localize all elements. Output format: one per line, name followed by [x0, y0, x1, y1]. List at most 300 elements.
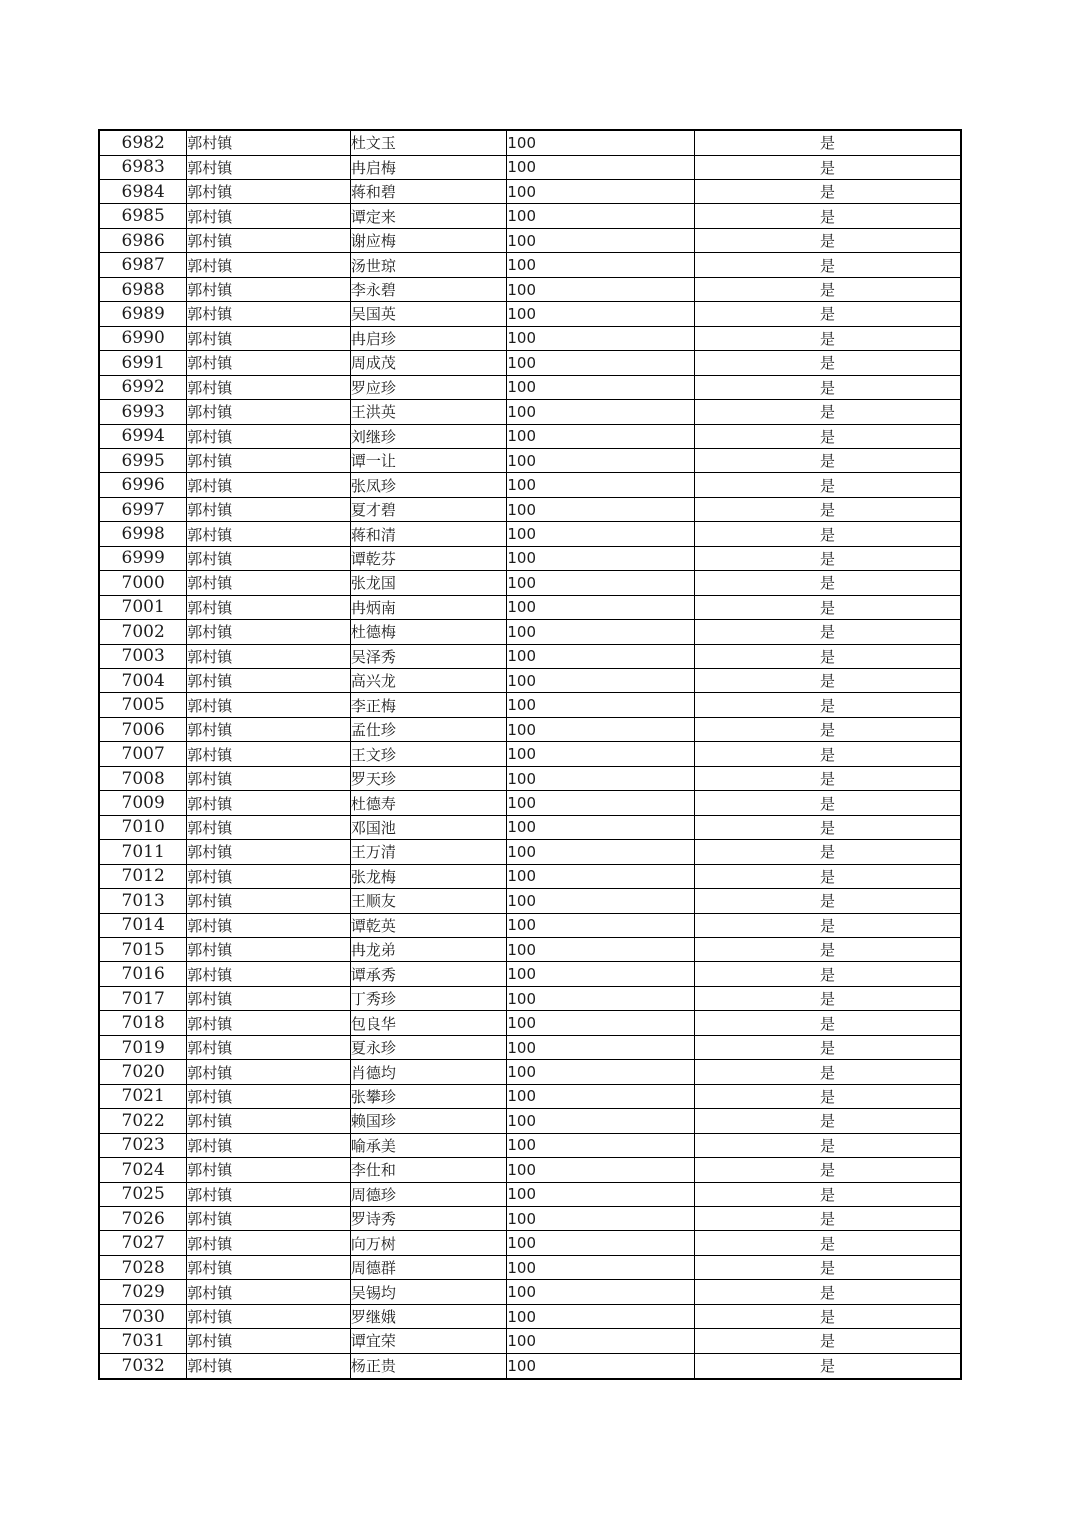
- cell-town-name: 郭村镇: [187, 1060, 351, 1084]
- cell-town-name: 郭村镇: [187, 1084, 351, 1108]
- cell-score: 100: [507, 595, 695, 619]
- cell-score: 100: [507, 424, 695, 448]
- table-row: [99, 1207, 961, 1231]
- cell-sequence-number: 6989: [99, 302, 187, 326]
- cell-town-name: 郭村镇: [187, 253, 351, 277]
- cell-town-name: 郭村镇: [187, 1158, 351, 1182]
- table-row: [99, 1231, 961, 1255]
- cell-confirmation: 是: [695, 693, 961, 717]
- cell-sequence-number: 7008: [99, 766, 187, 790]
- cell-score: 100: [507, 351, 695, 375]
- cell-score: 100: [507, 864, 695, 888]
- table-row: [99, 1329, 961, 1353]
- cell-person-name: 谭定来: [350, 204, 507, 228]
- cell-town-name: 郭村镇: [187, 889, 351, 913]
- cell-score: 100: [507, 1353, 695, 1379]
- cell-sequence-number: 7021: [99, 1084, 187, 1108]
- table-row: [99, 693, 961, 717]
- cell-town-name: 郭村镇: [187, 448, 351, 472]
- cell-town-name: 郭村镇: [187, 571, 351, 595]
- cell-person-name: 冉启梅: [350, 155, 507, 179]
- cell-sequence-number: 7010: [99, 815, 187, 839]
- cell-sequence-number: 7020: [99, 1060, 187, 1084]
- table-row: [99, 815, 961, 839]
- cell-score: 100: [507, 1231, 695, 1255]
- cell-score: 100: [507, 620, 695, 644]
- cell-person-name: 周德珍: [350, 1182, 507, 1206]
- cell-person-name: 蒋和清: [350, 522, 507, 546]
- cell-town-name: 郭村镇: [187, 1035, 351, 1059]
- cell-score: 100: [507, 546, 695, 570]
- cell-town-name: 郭村镇: [187, 669, 351, 693]
- cell-person-name: 谭宜荣: [350, 1329, 507, 1353]
- cell-sequence-number: 6995: [99, 448, 187, 472]
- cell-confirmation: 是: [695, 253, 961, 277]
- cell-person-name: 夏永珍: [350, 1035, 507, 1059]
- cell-confirmation: 是: [695, 473, 961, 497]
- cell-confirmation: 是: [695, 986, 961, 1010]
- table-row: [99, 669, 961, 693]
- cell-town-name: 郭村镇: [187, 742, 351, 766]
- cell-confirmation: 是: [695, 546, 961, 570]
- cell-score: 100: [507, 326, 695, 350]
- cell-confirmation: 是: [695, 326, 961, 350]
- cell-town-name: 郭村镇: [187, 791, 351, 815]
- table-row: [99, 644, 961, 668]
- table-row: [99, 717, 961, 741]
- cell-sequence-number: 7004: [99, 669, 187, 693]
- cell-town-name: 郭村镇: [187, 179, 351, 203]
- cell-person-name: 孟仕珍: [350, 717, 507, 741]
- cell-score: 100: [507, 962, 695, 986]
- cell-confirmation: 是: [695, 644, 961, 668]
- cell-person-name: 李永碧: [350, 277, 507, 301]
- cell-sequence-number: 6984: [99, 179, 187, 203]
- cell-town-name: 郭村镇: [187, 1109, 351, 1133]
- cell-sequence-number: 6985: [99, 204, 187, 228]
- cell-town-name: 郭村镇: [187, 815, 351, 839]
- table-row: [99, 766, 961, 790]
- cell-confirmation: 是: [695, 277, 961, 301]
- cell-score: 100: [507, 1207, 695, 1231]
- cell-score: 100: [507, 791, 695, 815]
- cell-person-name: 夏才碧: [350, 497, 507, 521]
- table-row: [99, 473, 961, 497]
- cell-town-name: 郭村镇: [187, 1133, 351, 1157]
- table-row: [99, 351, 961, 375]
- cell-sequence-number: 7003: [99, 644, 187, 668]
- cell-score: 100: [507, 1182, 695, 1206]
- cell-person-name: 罗天珍: [350, 766, 507, 790]
- cell-town-name: 郭村镇: [187, 1329, 351, 1353]
- cell-person-name: 谭一让: [350, 448, 507, 472]
- cell-person-name: 蒋和碧: [350, 179, 507, 203]
- cell-sequence-number: 7014: [99, 913, 187, 937]
- cell-town-name: 郭村镇: [187, 913, 351, 937]
- cell-town-name: 郭村镇: [187, 840, 351, 864]
- cell-town-name: 郭村镇: [187, 326, 351, 350]
- cell-score: 100: [507, 571, 695, 595]
- table-row: [99, 1133, 961, 1157]
- cell-score: 100: [507, 1133, 695, 1157]
- cell-confirmation: 是: [695, 595, 961, 619]
- cell-person-name: 王洪英: [350, 400, 507, 424]
- cell-person-name: 杜文玉: [350, 130, 507, 155]
- cell-person-name: 高兴龙: [350, 669, 507, 693]
- cell-confirmation: 是: [695, 400, 961, 424]
- cell-town-name: 郭村镇: [187, 400, 351, 424]
- cell-person-name: 李仕和: [350, 1158, 507, 1182]
- cell-town-name: 郭村镇: [187, 155, 351, 179]
- table-row: [99, 400, 961, 424]
- cell-town-name: 郭村镇: [187, 424, 351, 448]
- cell-person-name: 冉龙弟: [350, 938, 507, 962]
- cell-sequence-number: 7016: [99, 962, 187, 986]
- cell-sequence-number: 7013: [99, 889, 187, 913]
- table-row: [99, 1109, 961, 1133]
- cell-town-name: 郭村镇: [187, 1207, 351, 1231]
- cell-town-name: 郭村镇: [187, 351, 351, 375]
- cell-person-name: 罗应珍: [350, 375, 507, 399]
- cell-sequence-number: 6994: [99, 424, 187, 448]
- cell-sequence-number: 7030: [99, 1304, 187, 1328]
- table-row: [99, 546, 961, 570]
- cell-sequence-number: 7001: [99, 595, 187, 619]
- table-row: [99, 448, 961, 472]
- cell-town-name: 郭村镇: [187, 375, 351, 399]
- cell-confirmation: 是: [695, 448, 961, 472]
- cell-sequence-number: 7027: [99, 1231, 187, 1255]
- cell-town-name: 郭村镇: [187, 864, 351, 888]
- cell-sequence-number: 7011: [99, 840, 187, 864]
- cell-score: 100: [507, 840, 695, 864]
- roster-table: [98, 129, 962, 1380]
- cell-person-name: 向万树: [350, 1231, 507, 1255]
- cell-sequence-number: 6988: [99, 277, 187, 301]
- cell-score: 100: [507, 302, 695, 326]
- cell-town-name: 郭村镇: [187, 620, 351, 644]
- cell-score: 100: [507, 179, 695, 203]
- cell-sequence-number: 6990: [99, 326, 187, 350]
- table-body: [99, 130, 961, 1379]
- table-row: [99, 864, 961, 888]
- cell-score: 100: [507, 253, 695, 277]
- cell-confirmation: 是: [695, 913, 961, 937]
- cell-score: 100: [507, 693, 695, 717]
- cell-confirmation: 是: [695, 864, 961, 888]
- table-row: [99, 155, 961, 179]
- cell-person-name: 杜德梅: [350, 620, 507, 644]
- cell-score: 100: [507, 375, 695, 399]
- cell-sequence-number: 6991: [99, 351, 187, 375]
- cell-confirmation: 是: [695, 1255, 961, 1279]
- cell-score: 100: [507, 644, 695, 668]
- cell-town-name: 郭村镇: [187, 204, 351, 228]
- cell-town-name: 郭村镇: [187, 228, 351, 252]
- cell-town-name: 郭村镇: [187, 644, 351, 668]
- cell-sequence-number: 7005: [99, 693, 187, 717]
- cell-person-name: 吴锡均: [350, 1280, 507, 1304]
- cell-town-name: 郭村镇: [187, 986, 351, 1010]
- table-row: [99, 277, 961, 301]
- cell-score: 100: [507, 473, 695, 497]
- cell-town-name: 郭村镇: [187, 595, 351, 619]
- cell-person-name: 杨正贵: [350, 1353, 507, 1379]
- cell-person-name: 王万清: [350, 840, 507, 864]
- cell-person-name: 谢应梅: [350, 228, 507, 252]
- cell-confirmation: 是: [695, 155, 961, 179]
- cell-person-name: 张龙梅: [350, 864, 507, 888]
- table-row: [99, 1011, 961, 1035]
- table-row: [99, 497, 961, 521]
- cell-person-name: 谭乾芬: [350, 546, 507, 570]
- cell-town-name: 郭村镇: [187, 1255, 351, 1279]
- cell-person-name: 喻承美: [350, 1133, 507, 1157]
- cell-confirmation: 是: [695, 620, 961, 644]
- cell-confirmation: 是: [695, 497, 961, 521]
- cell-sequence-number: 7026: [99, 1207, 187, 1231]
- table-row: [99, 742, 961, 766]
- cell-person-name: 罗诗秀: [350, 1207, 507, 1231]
- cell-person-name: 张攀珍: [350, 1084, 507, 1108]
- cell-confirmation: 是: [695, 1231, 961, 1255]
- cell-person-name: 冉炳南: [350, 595, 507, 619]
- table-row: [99, 791, 961, 815]
- cell-score: 100: [507, 130, 695, 155]
- cell-town-name: 郭村镇: [187, 473, 351, 497]
- cell-confirmation: 是: [695, 204, 961, 228]
- table-row: [99, 1304, 961, 1328]
- cell-confirmation: 是: [695, 889, 961, 913]
- cell-town-name: 郭村镇: [187, 1011, 351, 1035]
- cell-town-name: 郭村镇: [187, 1353, 351, 1379]
- cell-sequence-number: 6997: [99, 497, 187, 521]
- cell-confirmation: 是: [695, 1353, 961, 1379]
- cell-confirmation: 是: [695, 375, 961, 399]
- table-row: [99, 571, 961, 595]
- cell-town-name: 郭村镇: [187, 522, 351, 546]
- cell-score: 100: [507, 277, 695, 301]
- cell-confirmation: 是: [695, 791, 961, 815]
- table-row: [99, 913, 961, 937]
- cell-sequence-number: 7012: [99, 864, 187, 888]
- cell-confirmation: 是: [695, 1158, 961, 1182]
- table-row: [99, 253, 961, 277]
- cell-person-name: 张龙国: [350, 571, 507, 595]
- table-row: [99, 424, 961, 448]
- table-row: [99, 962, 961, 986]
- cell-score: 100: [507, 1084, 695, 1108]
- cell-score: 100: [507, 742, 695, 766]
- cell-town-name: 郭村镇: [187, 1182, 351, 1206]
- cell-sequence-number: 7032: [99, 1353, 187, 1379]
- cell-town-name: 郭村镇: [187, 1304, 351, 1328]
- cell-confirmation: 是: [695, 1084, 961, 1108]
- cell-town-name: 郭村镇: [187, 717, 351, 741]
- cell-sequence-number: 6993: [99, 400, 187, 424]
- cell-confirmation: 是: [695, 1035, 961, 1059]
- cell-town-name: 郭村镇: [187, 277, 351, 301]
- table-row: [99, 1060, 961, 1084]
- cell-confirmation: 是: [695, 302, 961, 326]
- cell-sequence-number: 7022: [99, 1109, 187, 1133]
- cell-sequence-number: 6983: [99, 155, 187, 179]
- cell-score: 100: [507, 766, 695, 790]
- cell-town-name: 郭村镇: [187, 497, 351, 521]
- table-row: [99, 986, 961, 1010]
- cell-score: 100: [507, 1060, 695, 1084]
- cell-person-name: 杜德寿: [350, 791, 507, 815]
- table-row: [99, 1280, 961, 1304]
- cell-sequence-number: 6987: [99, 253, 187, 277]
- cell-person-name: 王顺友: [350, 889, 507, 913]
- cell-score: 100: [507, 1011, 695, 1035]
- table-row: [99, 228, 961, 252]
- table-row: [99, 1353, 961, 1379]
- cell-score: 100: [507, 1329, 695, 1353]
- cell-confirmation: 是: [695, 1304, 961, 1328]
- cell-confirmation: 是: [695, 1182, 961, 1206]
- cell-score: 100: [507, 889, 695, 913]
- cell-person-name: 周成茂: [350, 351, 507, 375]
- cell-confirmation: 是: [695, 938, 961, 962]
- cell-confirmation: 是: [695, 351, 961, 375]
- cell-sequence-number: 7002: [99, 620, 187, 644]
- cell-person-name: 张凤珍: [350, 473, 507, 497]
- cell-score: 100: [507, 986, 695, 1010]
- cell-person-name: 王文珍: [350, 742, 507, 766]
- cell-sequence-number: 7015: [99, 938, 187, 962]
- cell-sequence-number: 7025: [99, 1182, 187, 1206]
- cell-score: 100: [507, 938, 695, 962]
- cell-score: 100: [507, 400, 695, 424]
- table-row: [99, 1255, 961, 1279]
- cell-sequence-number: 7000: [99, 571, 187, 595]
- table-row: [99, 326, 961, 350]
- cell-sequence-number: 6986: [99, 228, 187, 252]
- cell-sequence-number: 6992: [99, 375, 187, 399]
- cell-person-name: 包良华: [350, 1011, 507, 1035]
- cell-confirmation: 是: [695, 571, 961, 595]
- cell-person-name: 谭乾英: [350, 913, 507, 937]
- cell-sequence-number: 6999: [99, 546, 187, 570]
- cell-sequence-number: 6982: [99, 130, 187, 155]
- table-row: [99, 595, 961, 619]
- cell-town-name: 郭村镇: [187, 693, 351, 717]
- table-row: [99, 375, 961, 399]
- cell-person-name: 李正梅: [350, 693, 507, 717]
- cell-score: 100: [507, 1280, 695, 1304]
- cell-sequence-number: 7019: [99, 1035, 187, 1059]
- cell-sequence-number: 7031: [99, 1329, 187, 1353]
- table-row: [99, 204, 961, 228]
- cell-person-name: 吴泽秀: [350, 644, 507, 668]
- cell-score: 100: [507, 448, 695, 472]
- cell-confirmation: 是: [695, 130, 961, 155]
- cell-score: 100: [507, 228, 695, 252]
- table-row: [99, 840, 961, 864]
- cell-person-name: 周德群: [350, 1255, 507, 1279]
- cell-confirmation: 是: [695, 766, 961, 790]
- table-row: [99, 1158, 961, 1182]
- cell-sequence-number: 7006: [99, 717, 187, 741]
- cell-sequence-number: 7007: [99, 742, 187, 766]
- table-row: [99, 179, 961, 203]
- cell-confirmation: 是: [695, 742, 961, 766]
- cell-sequence-number: 6998: [99, 522, 187, 546]
- cell-score: 100: [507, 204, 695, 228]
- cell-sequence-number: 6996: [99, 473, 187, 497]
- cell-town-name: 郭村镇: [187, 546, 351, 570]
- cell-town-name: 郭村镇: [187, 962, 351, 986]
- cell-score: 100: [507, 497, 695, 521]
- cell-confirmation: 是: [695, 1133, 961, 1157]
- cell-town-name: 郭村镇: [187, 938, 351, 962]
- cell-score: 100: [507, 669, 695, 693]
- table-row: [99, 1035, 961, 1059]
- cell-person-name: 吴国英: [350, 302, 507, 326]
- cell-town-name: 郭村镇: [187, 1280, 351, 1304]
- cell-sequence-number: 7029: [99, 1280, 187, 1304]
- cell-town-name: 郭村镇: [187, 766, 351, 790]
- cell-confirmation: 是: [695, 717, 961, 741]
- cell-confirmation: 是: [695, 1207, 961, 1231]
- cell-person-name: 谭承秀: [350, 962, 507, 986]
- cell-score: 100: [507, 1255, 695, 1279]
- cell-person-name: 邓国池: [350, 815, 507, 839]
- cell-confirmation: 是: [695, 1280, 961, 1304]
- cell-person-name: 刘继珍: [350, 424, 507, 448]
- cell-score: 100: [507, 913, 695, 937]
- table-row: [99, 938, 961, 962]
- cell-person-name: 罗继娥: [350, 1304, 507, 1328]
- cell-score: 100: [507, 155, 695, 179]
- table-row: [99, 1084, 961, 1108]
- cell-person-name: 赖国珍: [350, 1109, 507, 1133]
- cell-town-name: 郭村镇: [187, 1231, 351, 1255]
- cell-confirmation: 是: [695, 1109, 961, 1133]
- table-row: [99, 889, 961, 913]
- cell-score: 100: [507, 1035, 695, 1059]
- cell-confirmation: 是: [695, 1011, 961, 1035]
- cell-town-name: 郭村镇: [187, 302, 351, 326]
- cell-score: 100: [507, 522, 695, 546]
- cell-sequence-number: 7028: [99, 1255, 187, 1279]
- cell-score: 100: [507, 717, 695, 741]
- cell-sequence-number: 7009: [99, 791, 187, 815]
- cell-confirmation: 是: [695, 840, 961, 864]
- table-row: [99, 1182, 961, 1206]
- cell-confirmation: 是: [695, 815, 961, 839]
- table-row: [99, 620, 961, 644]
- cell-score: 100: [507, 1109, 695, 1133]
- cell-confirmation: 是: [695, 179, 961, 203]
- cell-confirmation: 是: [695, 962, 961, 986]
- table-row: [99, 302, 961, 326]
- cell-confirmation: 是: [695, 669, 961, 693]
- cell-score: 100: [507, 1304, 695, 1328]
- cell-sequence-number: 7018: [99, 1011, 187, 1035]
- cell-person-name: 丁秀珍: [350, 986, 507, 1010]
- cell-confirmation: 是: [695, 228, 961, 252]
- cell-sequence-number: 7017: [99, 986, 187, 1010]
- cell-person-name: 冉启珍: [350, 326, 507, 350]
- cell-sequence-number: 7024: [99, 1158, 187, 1182]
- cell-score: 100: [507, 815, 695, 839]
- cell-sequence-number: 7023: [99, 1133, 187, 1157]
- cell-confirmation: 是: [695, 1329, 961, 1353]
- table-row: [99, 130, 961, 155]
